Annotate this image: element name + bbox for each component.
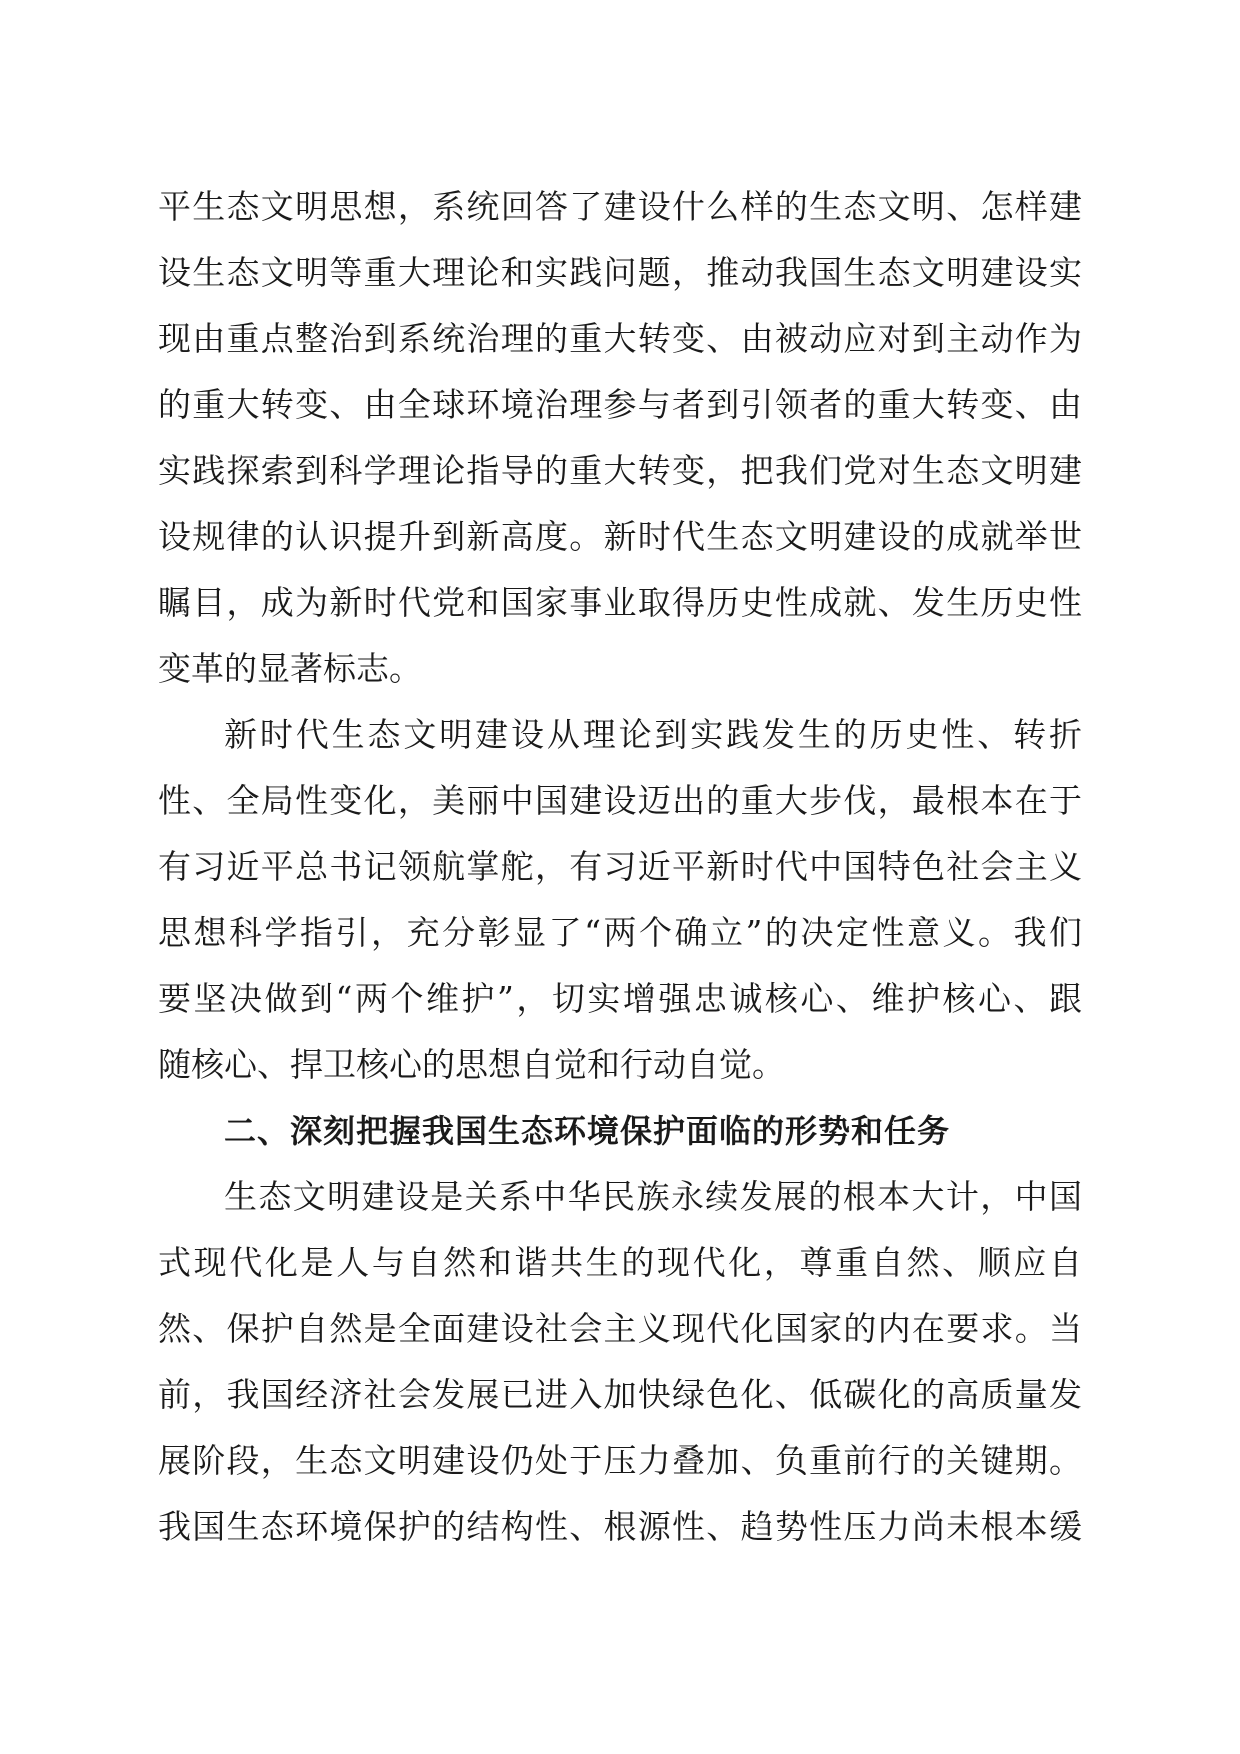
text-line: 思想科学指引，充分彰显了“两个确立”的决定性意义。我们 (158, 913, 1082, 952)
text-line: 展阶段，生态文明建设仍处于压力叠加、负重前行的关键期。 (158, 1441, 1082, 1480)
text-line: 然、保护自然是全面建设社会主义现代化国家的内在要求。当 (158, 1309, 1082, 1348)
text-line: 变革的显著标志。 (158, 649, 422, 688)
text-line: 实践探索到科学理论指导的重大转变，把我们党对生态文明建 (158, 451, 1082, 490)
text-line: 我国生态环境保护的结构性、根源性、趋势性压力尚未根本缓 (158, 1507, 1082, 1546)
paragraph-first-line: 新时代生态文明建设从理论到实践发生的历史性、转折 (224, 715, 1082, 754)
section-heading: 二、深刻把握我国生态环境保护面临的形势和任务 (224, 1112, 951, 1150)
text-line: 性、全局性变化，美丽中国建设迈出的重大步伐，最根本在于 (158, 781, 1082, 820)
paragraph-first-line: 生态文明建设是关系中华民族永续发展的根本大计，中国 (224, 1177, 1082, 1216)
text-line: 式现代化是人与自然和谐共生的现代化，尊重自然、顺应自 (158, 1243, 1082, 1282)
text-line: 设规律的认识提升到新高度。新时代生态文明建设的成就举世 (158, 517, 1082, 556)
text-line: 瞩目，成为新时代党和国家事业取得历史性成就、发生历史性 (158, 583, 1082, 622)
text-line: 有习近平总书记领航掌舵，有习近平新时代中国特色社会主义 (158, 847, 1082, 886)
text-line: 现由重点整治到系统治理的重大转变、由被动应对到主动作为 (158, 319, 1082, 358)
text-line: 要坚决做到“两个维护”，切实增强忠诚核心、维护核心、跟 (158, 979, 1082, 1018)
text-line: 的重大转变、由全球环境治理参与者到引领者的重大转变、由 (158, 385, 1082, 424)
text-line: 设生态文明等重大理论和实践问题，推动我国生态文明建设实 (158, 253, 1082, 292)
text-line: 前，我国经济社会发展已进入加快绿色化、低碳化的高质量发 (158, 1375, 1082, 1414)
text-line: 随核心、捍卫核心的思想自觉和行动自觉。 (158, 1045, 785, 1084)
text-line: 平生态文明思想，系统回答了建设什么样的生态文明、怎样建 (158, 187, 1082, 226)
